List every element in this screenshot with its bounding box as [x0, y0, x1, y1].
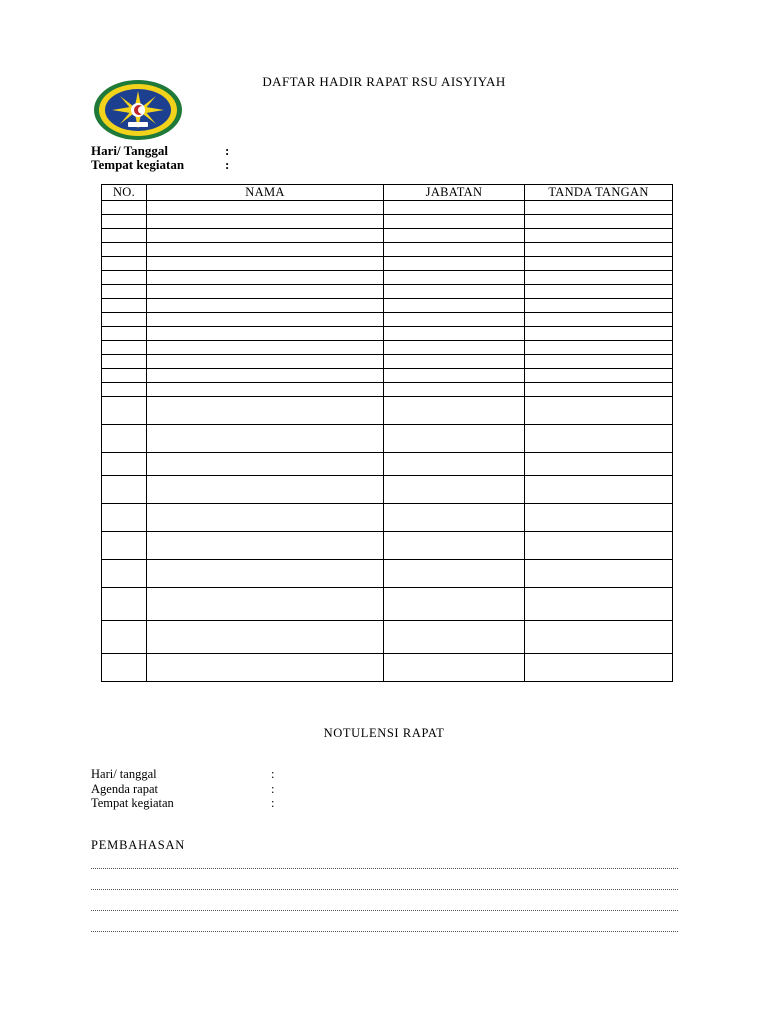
table-row — [102, 243, 673, 257]
cell-tanda-tangan[interactable] — [525, 621, 673, 654]
field-colon: : — [271, 796, 275, 810]
table-row — [102, 560, 673, 588]
cell-tanda-tangan[interactable] — [525, 243, 673, 257]
cell-no[interactable] — [102, 425, 147, 453]
cell-jabatan[interactable] — [384, 425, 525, 453]
cell-nama[interactable] — [147, 425, 384, 453]
cell-no[interactable] — [102, 654, 147, 682]
table-row — [102, 257, 673, 271]
cell-no[interactable] — [102, 453, 147, 476]
table-row — [102, 453, 673, 476]
cell-nama[interactable] — [147, 654, 384, 682]
cell-tanda-tangan[interactable] — [525, 327, 673, 341]
table-row — [102, 621, 673, 654]
cell-no[interactable] — [102, 383, 147, 397]
cell-tanda-tangan[interactable] — [525, 285, 673, 299]
table-row — [102, 229, 673, 243]
cell-no[interactable] — [102, 285, 147, 299]
table-row — [102, 504, 673, 532]
column-header-jabatan: JABATAN — [384, 185, 525, 201]
notulensi-field-tempat-kegiatan — [91, 796, 274, 811]
notulensi-field-hari-tanggal — [91, 767, 274, 782]
field-label: Agenda rapat — [91, 782, 158, 796]
table-row — [102, 327, 673, 341]
cell-nama[interactable] — [147, 257, 384, 271]
table-row — [102, 369, 673, 383]
cell-nama[interactable] — [147, 397, 384, 425]
cell-no[interactable] — [102, 327, 147, 341]
cell-tanda-tangan[interactable] — [525, 560, 673, 588]
cell-jabatan[interactable] — [384, 313, 525, 327]
cell-jabatan[interactable] — [384, 532, 525, 560]
cell-jabatan[interactable] — [384, 201, 525, 215]
table-row — [102, 355, 673, 369]
cell-no[interactable] — [102, 504, 147, 532]
cell-tanda-tangan[interactable] — [525, 201, 673, 215]
cell-jabatan[interactable] — [384, 327, 525, 341]
cell-tanda-tangan[interactable] — [525, 504, 673, 532]
cell-no[interactable] — [102, 215, 147, 229]
pembahasan-heading: PEMBAHASAN — [91, 838, 186, 852]
cell-no[interactable] — [102, 397, 147, 425]
table-row — [102, 476, 673, 504]
cell-nama[interactable] — [147, 229, 384, 243]
cell-jabatan[interactable] — [384, 588, 525, 621]
cell-tanda-tangan[interactable] — [525, 654, 673, 682]
cell-no[interactable] — [102, 243, 147, 257]
cell-nama[interactable] — [147, 383, 384, 397]
info-label: Tempat kegiatan — [91, 157, 185, 172]
cell-jabatan[interactable] — [384, 621, 525, 654]
cell-jabatan[interactable] — [384, 285, 525, 299]
cell-nama[interactable] — [147, 588, 384, 621]
table-row — [102, 532, 673, 560]
column-header-no: NO. — [102, 185, 147, 201]
cell-no[interactable] — [102, 621, 147, 654]
cell-jabatan[interactable] — [384, 453, 525, 476]
cell-jabatan[interactable] — [384, 476, 525, 504]
cell-no[interactable] — [102, 532, 147, 560]
cell-nama[interactable] — [147, 327, 384, 341]
info-colon: : — [225, 143, 230, 158]
cell-jabatan[interactable] — [384, 341, 525, 355]
cell-nama[interactable] — [147, 285, 384, 299]
cell-jabatan[interactable] — [384, 369, 525, 383]
cell-no[interactable] — [102, 476, 147, 504]
info-tempat-kegiatan — [91, 157, 229, 173]
cell-no[interactable] — [102, 201, 147, 215]
table-row — [102, 383, 673, 397]
cell-tanda-tangan[interactable] — [525, 229, 673, 243]
table-row — [102, 397, 673, 425]
column-header-nama: NAMA — [147, 185, 384, 201]
cell-nama[interactable] — [147, 201, 384, 215]
table-row — [102, 588, 673, 621]
cell-nama[interactable] — [147, 621, 384, 654]
cell-tanda-tangan[interactable] — [525, 271, 673, 285]
cell-nama[interactable] — [147, 504, 384, 532]
cell-jabatan[interactable] — [384, 560, 525, 588]
pembahasan-dotted-line[interactable] — [91, 868, 678, 869]
cell-nama[interactable] — [147, 369, 384, 383]
pembahasan-dotted-line[interactable] — [91, 889, 678, 890]
cell-jabatan[interactable] — [384, 383, 525, 397]
info-label: Hari/ Tanggal — [91, 143, 168, 158]
cell-tanda-tangan[interactable] — [525, 215, 673, 229]
cell-no[interactable] — [102, 355, 147, 369]
cell-jabatan[interactable] — [384, 229, 525, 243]
info-colon: : — [225, 157, 230, 172]
cell-jabatan[interactable] — [384, 215, 525, 229]
field-label: Tempat kegiatan — [91, 796, 174, 810]
table-row — [102, 299, 673, 313]
cell-tanda-tangan[interactable] — [525, 425, 673, 453]
document-title: DAFTAR HADIR RAPAT RSU AISYIYAH — [262, 74, 506, 89]
table-row — [102, 285, 673, 299]
cell-nama[interactable] — [147, 560, 384, 588]
cell-jabatan[interactable] — [384, 257, 525, 271]
cell-no[interactable] — [102, 271, 147, 285]
table-row — [102, 313, 673, 327]
cell-tanda-tangan[interactable] — [525, 383, 673, 397]
cell-jabatan[interactable] — [384, 299, 525, 313]
table-row — [102, 341, 673, 355]
cell-tanda-tangan[interactable] — [525, 532, 673, 560]
cell-nama[interactable] — [147, 476, 384, 504]
cell-tanda-tangan[interactable] — [525, 588, 673, 621]
cell-no[interactable] — [102, 313, 147, 327]
table-row — [102, 425, 673, 453]
cell-nama[interactable] — [147, 313, 384, 327]
cell-tanda-tangan[interactable] — [525, 369, 673, 383]
cell-nama[interactable] — [147, 271, 384, 285]
field-colon: : — [271, 767, 275, 781]
cell-nama[interactable] — [147, 341, 384, 355]
cell-tanda-tangan[interactable] — [525, 355, 673, 369]
pembahasan-dotted-line[interactable] — [91, 931, 678, 932]
cell-jabatan[interactable] — [384, 397, 525, 425]
cell-no[interactable] — [102, 299, 147, 313]
cell-jabatan[interactable] — [384, 271, 525, 285]
cell-tanda-tangan[interactable] — [525, 341, 673, 355]
cell-tanda-tangan[interactable] — [525, 453, 673, 476]
field-label: Hari/ tanggal — [91, 767, 157, 781]
table-row — [102, 215, 673, 229]
field-colon: : — [271, 782, 275, 796]
table-row — [102, 654, 673, 682]
table-row — [102, 201, 673, 215]
cell-tanda-tangan[interactable] — [525, 299, 673, 313]
table-row — [102, 271, 673, 285]
cell-nama[interactable] — [147, 532, 384, 560]
cell-nama[interactable] — [147, 453, 384, 476]
cell-nama[interactable] — [147, 299, 384, 313]
table-header-row — [102, 185, 673, 201]
cell-jabatan[interactable] — [384, 243, 525, 257]
cell-tanda-tangan[interactable] — [525, 257, 673, 271]
pembahasan-dotted-line[interactable] — [91, 910, 678, 911]
notulensi-field-agenda-rapat — [91, 782, 274, 797]
cell-jabatan[interactable] — [384, 654, 525, 682]
column-header-tanda-tangan: TANDA TANGAN — [525, 185, 673, 201]
cell-jabatan[interactable] — [384, 355, 525, 369]
attendance-table — [101, 184, 673, 682]
cell-tanda-tangan[interactable] — [525, 476, 673, 504]
notulensi-title: NOTULENSI RAPAT — [323, 726, 445, 740]
cell-tanda-tangan[interactable] — [525, 313, 673, 327]
cell-no[interactable] — [102, 588, 147, 621]
cell-no[interactable] — [102, 229, 147, 243]
cell-no[interactable] — [102, 369, 147, 383]
cell-no[interactable] — [102, 341, 147, 355]
cell-no[interactable] — [102, 560, 147, 588]
cell-nama[interactable] — [147, 355, 384, 369]
cell-no[interactable] — [102, 257, 147, 271]
cell-tanda-tangan[interactable] — [525, 397, 673, 425]
cell-nama[interactable] — [147, 215, 384, 229]
cell-jabatan[interactable] — [384, 504, 525, 532]
cell-nama[interactable] — [147, 243, 384, 257]
